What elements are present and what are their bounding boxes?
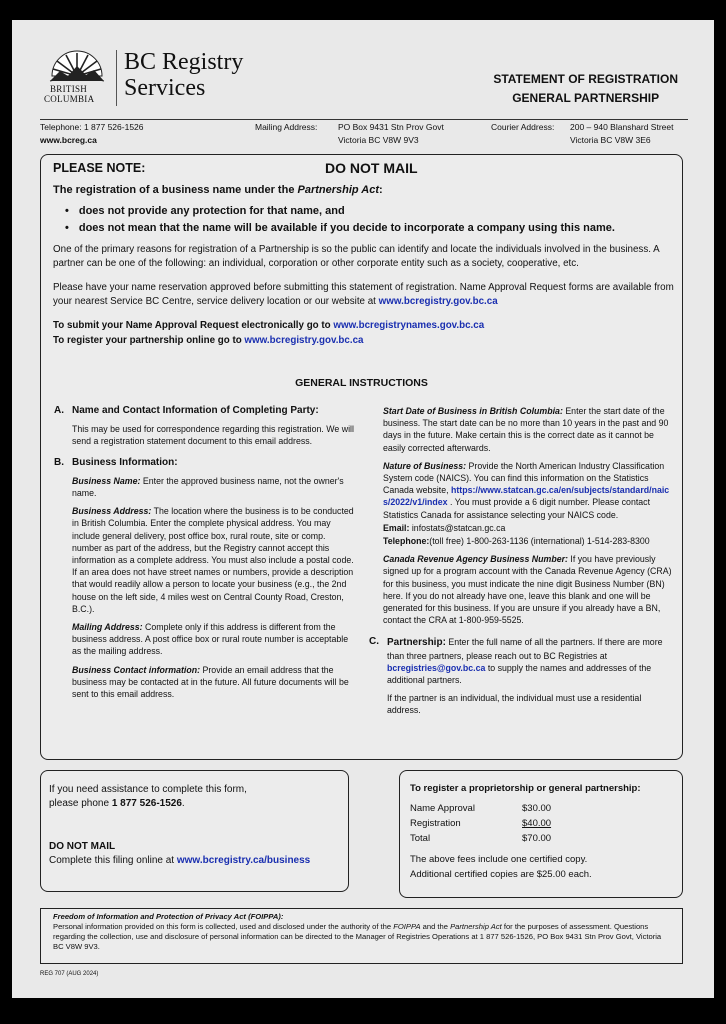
nature-of-business-desc2: . You must provide a 6 digit number. Please contact Statistics Canada for assistance selecting your NAICS code. bbox=[383, 497, 651, 520]
email-label: Email: bbox=[383, 522, 410, 533]
do-not-mail-heading: DO NOT MAIL bbox=[325, 160, 418, 176]
bcregistrynames-link[interactable]: www.bcregistrynames.gov.bc.ca bbox=[333, 320, 485, 331]
section-b-heading bbox=[54, 456, 355, 469]
fees-note1: The above fees include one certified copy. bbox=[410, 854, 588, 865]
website-link[interactable]: www.bcreg.ca bbox=[40, 135, 97, 145]
submit-line bbox=[53, 319, 677, 333]
fee-amount: $30.00 bbox=[522, 803, 552, 814]
instructions-right-column bbox=[369, 405, 673, 723]
section-c-residential: If the partner is an individual, the individual must use a residential address. bbox=[387, 693, 642, 716]
logo-text-british: BRITISH bbox=[50, 84, 88, 94]
header bbox=[12, 20, 714, 120]
assistance-text bbox=[49, 783, 247, 811]
foippa-text-b: and the bbox=[420, 922, 451, 931]
para-approval-text: Please have your name reservation approved before submitting this statement of registration. Name Approval Request forms are available from your nearest Service BC Centre, service delivery location or our website at bbox=[53, 282, 674, 307]
foippa-text bbox=[53, 922, 673, 951]
header-rule-top bbox=[40, 119, 688, 120]
register-text: To register your partnership online go to bbox=[53, 335, 245, 346]
statcan-naics-link[interactable]: https://www.statcan.gc.ca/en/subjects/standard/naics/2022/v1/index bbox=[383, 485, 670, 508]
section-a-text: This may be used for correspondence regarding this registration. We will send a registration statement document to this email address. bbox=[72, 424, 354, 447]
business-name-label: Business Name: bbox=[72, 475, 141, 486]
courier-label: Courier Address: bbox=[491, 122, 555, 132]
assist-do-not-mail: DO NOT MAIL bbox=[49, 841, 116, 852]
form-title-line2: GENERAL PARTNERSHIP bbox=[512, 91, 660, 105]
section-b-letter: B. bbox=[54, 456, 64, 468]
mailing-label: Mailing Address: bbox=[255, 122, 318, 132]
please-note-box bbox=[40, 154, 683, 760]
assistance-suffix: . bbox=[181, 798, 185, 809]
fees-title: To register a proprietorship or general partnership: bbox=[410, 783, 641, 794]
fee-label: Registration bbox=[410, 818, 461, 829]
assistance-prefix: please phone bbox=[49, 798, 112, 809]
section-c-title: Partnership: bbox=[387, 637, 446, 649]
fee-label: Total bbox=[410, 833, 431, 844]
mailing-address-label: Mailing Address: bbox=[72, 622, 143, 633]
form-title-line1: STATEMENT OF REGISTRATION bbox=[493, 72, 678, 86]
business-name-desc: Enter the approved business name, not the owner's name. bbox=[72, 475, 344, 499]
form-number: REG 707 (AUG 2024) bbox=[40, 971, 99, 977]
section-c-letter: C. bbox=[369, 636, 379, 648]
business-address-label: Business Address: bbox=[72, 506, 152, 517]
start-date-label: Start Date of Business in British Columbia: bbox=[383, 406, 563, 416]
cra-desc: If you have previously signed up for a program account with the Canada Revenue Agency (CRA) for this business, you must indicate the nine digit Business Number (BN) here. If you do not already have one, leave this blank and one will be generated for this business. If you are unsure if you already have a BN, contact the CRA at 1-800-959-5525. bbox=[383, 554, 672, 626]
nature-of-business-text bbox=[383, 460, 673, 521]
registry-title-line1: BC Registry bbox=[124, 49, 244, 75]
bcregistry-business-link[interactable]: www.bcregistry.ca/business bbox=[176, 855, 311, 866]
statcan-email bbox=[383, 522, 673, 534]
logo-divider bbox=[116, 50, 117, 106]
section-b-title: Business Information: bbox=[72, 456, 178, 468]
foippa-text-foippa: FOIPPA bbox=[393, 922, 421, 931]
assistance-phone: 1 877 526-1526 bbox=[111, 798, 182, 809]
cra-text bbox=[383, 553, 673, 626]
courier-line1: 200 – 940 Blanshard Street bbox=[570, 122, 674, 132]
lead-italic: Partnership Act bbox=[297, 184, 380, 196]
bcregistry-online-link[interactable]: www.bcregistry.gov.bc.ca bbox=[244, 335, 364, 346]
statcan-telephone bbox=[383, 535, 673, 547]
bcregistries-email-link[interactable]: bcregistries@gov.bc.ca bbox=[387, 662, 486, 673]
instructions-left-column bbox=[54, 405, 355, 706]
foippa-notice bbox=[40, 908, 683, 964]
cra-label: Canada Revenue Agency Business Number: bbox=[383, 554, 568, 565]
telephone-value: (toll free) 1-800-263-1136 (international) 1-514-283-8300 bbox=[429, 536, 650, 547]
section-a-heading bbox=[54, 405, 355, 417]
business-contact-label: Business Contact information: bbox=[72, 664, 201, 675]
form-page bbox=[12, 20, 714, 998]
online-filing-line bbox=[49, 855, 310, 866]
business-contact-text bbox=[72, 664, 355, 701]
business-contact-desc: Provide an email address that the business may be contacted at in the future. All future documents will be sent to this email address. bbox=[72, 664, 349, 700]
foippa-title: Freedom of Information and Protection of Privacy Act (FOIPPA): bbox=[53, 912, 284, 921]
assistance-box bbox=[40, 770, 349, 892]
email-value: infostats@statcan.gc.ca bbox=[409, 522, 506, 533]
telephone: Telephone: 1 877 526-1526 bbox=[40, 122, 144, 132]
register-line bbox=[53, 334, 677, 348]
contact-bar bbox=[40, 122, 690, 148]
fee-amount: $40.00 bbox=[522, 818, 552, 829]
fee-amount: $70.00 bbox=[522, 833, 552, 844]
nature-of-business-desc1: Provide the North American Industry Classification System code (NAICS). You can find this information on the Statistics Canada website, bbox=[383, 460, 665, 496]
foippa-text-pa: Partnership Act bbox=[450, 922, 502, 931]
foippa-text-c: for the purposes of assessment. Questions regarding the collection, use and disclosure of personal information can be directed to the Manager of Registries Operations at 1 877 526-1526, PO Box 9431 Stn Prov Govt, Victoria BC V8W 9V3. bbox=[53, 922, 662, 951]
start-date-desc: Enter the start date of the business. The start date can be no more than 10 years in the past and 90 days in the future. Make certain this is the correct date as it cannot be easily corrected afterwards. bbox=[383, 406, 669, 453]
fee-label: Name Approval bbox=[410, 803, 475, 814]
business-name-text bbox=[72, 475, 355, 499]
section-c-desc1: Enter the full name of all the partners. If there are more than three partners, please reach out to BC Registries at bbox=[387, 637, 663, 661]
section-c-text bbox=[369, 636, 673, 686]
telephone-label: Telephone: bbox=[383, 536, 430, 547]
note-bullet: • does not mean that the name will be available if you decide to incorporate a company using this name. bbox=[65, 220, 615, 237]
logo-text-columbia: COLUMBIA bbox=[44, 94, 95, 104]
mailing-address-text bbox=[72, 621, 355, 658]
section-c-desc2: to supply the names and addresses of the additional partners. bbox=[387, 662, 652, 686]
assistance-line2 bbox=[49, 797, 247, 811]
courier-line2: Victoria BC V8W 3E6 bbox=[570, 135, 651, 145]
fees-note2: Additional certified copies are $25.00 each. bbox=[410, 869, 592, 880]
bc-registry-logo bbox=[44, 48, 244, 108]
note-bullet: • does not provide any protection for that name, and bbox=[65, 203, 615, 220]
mailing-address-desc: Complete only if this address is different from the business address. A post office box or rural route number is acceptable as the mailing address. bbox=[72, 622, 349, 657]
submit-text: To submit your Name Approval Request electronically go to bbox=[53, 320, 334, 331]
lead-suffix: : bbox=[379, 184, 383, 196]
form-title bbox=[493, 70, 678, 108]
business-address-text bbox=[72, 505, 355, 615]
online-filing-text: Complete this filing online at bbox=[49, 855, 177, 866]
note-para-approval bbox=[53, 281, 677, 309]
general-instructions-title: GENERAL INSTRUCTIONS bbox=[295, 377, 428, 389]
registry-title-line2: Services bbox=[124, 75, 206, 101]
note-bullets bbox=[65, 203, 615, 237]
note-para-purpose: One of the primary reasons for registration of a Partnership is so the public can identify and locate the individuals involved in the business. A partner can be one of the following: an individual, corporation or other corporate entity such as a society, cooperative, etc. bbox=[53, 244, 660, 269]
nature-of-business-label: Nature of Business: bbox=[383, 460, 467, 471]
mailing-line1: PO Box 9431 Stn Prov Govt bbox=[338, 122, 444, 132]
business-address-desc: The location where the business is to be conducted in British Columbia. Enter the complete physical address. You may include general delivery, post office box, rural route, site or comp. number as part of the address, but the Registry cannot accept this information as a complete address. You must also include a postal code. If an area does not have street names or numbers, provide a description that would readily allow a person to locate your business (e.g., the 2nd house on the left side, 4 miles west on Central County Road, Creston, B.C.). bbox=[72, 506, 354, 614]
section-a-letter: A. bbox=[54, 405, 64, 416]
mailing-line2: Victoria BC V8W 9V3 bbox=[338, 135, 419, 145]
please-note-label: PLEASE NOTE: bbox=[53, 161, 146, 175]
start-date-text bbox=[383, 405, 673, 454]
section-a-title: Name and Contact Information of Completing Party: bbox=[72, 405, 319, 416]
lead-prefix: The registration of a business name under the bbox=[53, 184, 298, 196]
assistance-line1: If you need assistance to complete this form, bbox=[49, 784, 247, 795]
note-lead bbox=[53, 184, 383, 196]
fees-box bbox=[399, 770, 683, 898]
bcregistry-link[interactable]: www.bcregistry.gov.bc.ca bbox=[378, 296, 498, 307]
foippa-text-a: Personal information provided on this form is collected, used and disclosed under the authority of the bbox=[53, 922, 394, 931]
